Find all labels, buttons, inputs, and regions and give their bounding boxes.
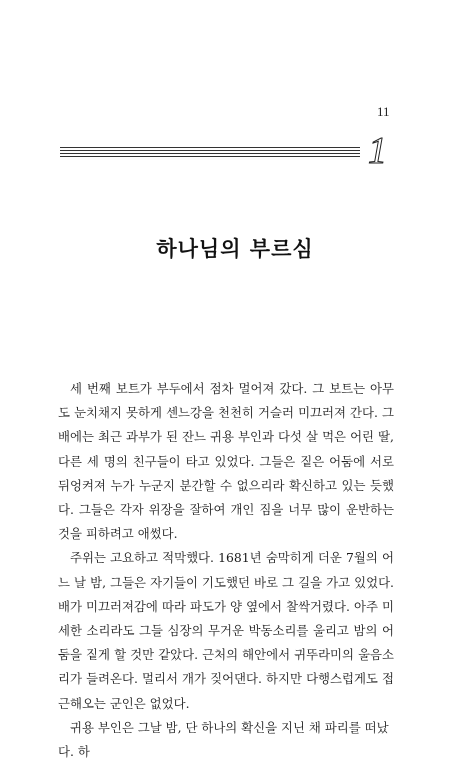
paragraph: 주위는 고요하고 적막했다. 1681년 숨막히게 더운 7월의 어느 날 밤, 그들은 자기들이 기도했던 바로 그 길을 가고 있었다. 배가 미끄러져감에 따라 파도가 양 옆에서 찰싹거렸다. 아주 미세한 소리라도 그들 심장의 무거운 박동소리를 울리고 밤의 어둠을 짙게 할 것만 같았다. 근처의 해안에서 귀뚜라미의 울음소리가 들려온다. 멀리서 개가 짖어댄다. 하지만 다행스럽게도 접근해오는 군인은 없었다. — [58, 550, 394, 711]
paragraph: 세 번째 보트가 부두에서 점차 멀어져 갔다. 그 보트는 아무도 눈치채지 못하게 센느강을 천천히 거슬러 미끄러져 간다. 그 배에는 최근 과부가 된 잔느 귀용 부인과 다섯 살 먹은 어린 딸, 다른 세 명의 친구들이 타고 있었다. 그들은 짙은 어둠에 서로 뒤엉켜져 누가 누군지 분간할 수 없으리라 확신하고 있는 듯했다. 그들은 각자 위장을 잘하여 개인 짐을 너무 많이 운반하는 것을 피하려고 애썼다. — [58, 381, 394, 542]
body-text — [58, 377, 394, 764]
chapter-rule — [60, 147, 360, 159]
chapter-number: 1 — [368, 130, 387, 172]
paragraph: 귀용 부인은 그날 밤, 단 하나의 확신을 지닌 채 파리를 떠났다. 하 — [58, 719, 389, 760]
page-number: 11 — [377, 104, 390, 119]
chapter-title: 하나님의 부르심 — [156, 237, 314, 261]
